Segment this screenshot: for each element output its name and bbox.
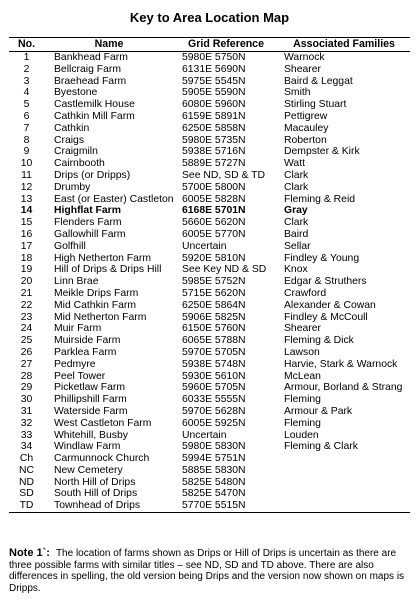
cell-name: New Cemetery: [54, 464, 123, 476]
cell-no: 28: [20, 370, 33, 382]
cell-associated-families: [278, 465, 410, 477]
cell-grid-reference: 5700E 5800N: [182, 181, 246, 193]
table-row: [9, 76, 410, 88]
table-row: [9, 359, 410, 371]
cell-name: Phillipshill Farm: [54, 394, 127, 406]
cell-associated-families: Crawford: [284, 287, 327, 299]
cell-no: 26: [20, 346, 33, 358]
table-row: [9, 382, 410, 394]
cell-associated-families: Baird & Leggat: [284, 75, 353, 87]
table-row: [9, 194, 410, 206]
cell-grid-reference: 6065E 5788N: [182, 335, 246, 347]
cell-name: Linn Brae: [54, 276, 99, 288]
cell-associated-families: [278, 500, 410, 512]
cell-grid-reference: 5980E 5750N: [182, 52, 246, 63]
table-row: [9, 430, 410, 442]
cell-name: Waterside Farm: [54, 405, 128, 417]
header-associated-families: Associated Families: [278, 38, 410, 52]
cell-name: Picketlaw Farm: [54, 382, 126, 394]
table-row: [9, 441, 410, 453]
cell-no: 4: [23, 87, 30, 99]
cell-associated-families: Fleming: [284, 394, 321, 406]
cell-no: 16: [20, 228, 33, 240]
header-name: Name: [44, 38, 174, 52]
cell-no: 22: [20, 299, 33, 311]
cell-name: Bellcraig Farm: [54, 63, 121, 75]
cell-associated-families: Fleming & Reid: [284, 193, 356, 205]
page-title: Key to Area Location Map: [129, 10, 290, 25]
cell-grid-reference: 6250E 5864N: [182, 299, 246, 311]
cell-associated-families: Roberton: [284, 134, 327, 146]
cell-grid-reference: 5938E 5716N: [182, 146, 246, 158]
cell-no: 32: [20, 417, 33, 429]
cell-no: 5: [23, 99, 30, 111]
cell-no: 17: [20, 240, 33, 252]
table-row: [9, 453, 410, 465]
cell-associated-families: Harvie, Stark & Warnock: [284, 358, 398, 370]
table-row: [9, 288, 410, 300]
cell-name: Cathkin: [54, 122, 90, 134]
cell-name: Craigs: [54, 134, 85, 146]
cell-associated-families: Baird: [284, 228, 309, 240]
cell-grid-reference: 5970E 5705N: [182, 346, 246, 358]
cell-no: 31: [20, 405, 33, 417]
table-row: [9, 241, 410, 253]
cell-grid-reference: 5660E 5620N: [182, 217, 246, 229]
table-row: [9, 64, 410, 76]
cell-associated-families: [278, 453, 410, 465]
cell-no: NC: [18, 464, 34, 476]
cell-grid-reference: Uncertain: [182, 429, 227, 441]
cell-grid-reference: 6005E 5770N: [182, 228, 246, 240]
cell-name: Hill of Drips & Drips Hill: [54, 264, 162, 276]
cell-name: Carmunnock Church: [54, 453, 150, 465]
table-row: [9, 217, 410, 229]
cell-name: Mid Netherton Farm: [54, 311, 147, 323]
table-row: [9, 135, 410, 147]
cell-no: 1: [23, 52, 30, 63]
cell-no: 3: [23, 75, 30, 87]
table-row: [9, 264, 410, 276]
cell-grid-reference: 5715E 5620N: [182, 287, 246, 299]
table-row: [9, 488, 410, 500]
location-table-wrapper: [9, 37, 410, 513]
cell-grid-reference: 5980E 5830N: [182, 441, 246, 453]
table-header-row: [9, 38, 410, 52]
footnote-text: The location of farms shown as Drips or Hill of Drips is uncertain as there are three possible farms with similar titles – see ND, SD and TD above. There are also differences in spelling, the old version being Drips and the version now shown on maps is Dripps.: [9, 548, 405, 594]
table-row: [9, 500, 410, 512]
cell-no: 12: [20, 181, 33, 193]
cell-no: 21: [20, 287, 33, 299]
cell-associated-families: [278, 488, 410, 500]
cell-no: 29: [20, 382, 33, 394]
cell-grid-reference: 6150E 5760N: [182, 323, 246, 335]
cell-no: TD: [9, 500, 44, 512]
cell-associated-families: Findley & Young: [284, 252, 360, 264]
cell-associated-families: Findley & McCoull: [284, 311, 368, 323]
cell-name: Flenders Farm: [54, 217, 122, 229]
table-row: [9, 146, 410, 158]
table-row: [9, 335, 410, 347]
cell-associated-families: Stirling Stuart: [284, 99, 347, 111]
cell-associated-families: Alexander & Cowan: [284, 299, 376, 311]
cell-associated-families: Clark: [284, 181, 309, 193]
cell-associated-families: Fleming & Dick: [284, 335, 354, 347]
cell-grid-reference: 5994E 5751N: [182, 453, 246, 465]
table-row: [9, 394, 410, 406]
cell-grid-reference: 6131E 5690N: [182, 63, 246, 75]
cell-no: 25: [20, 335, 33, 347]
header-grid-reference: Grid Reference: [174, 38, 278, 52]
cell-name: Golfhill: [54, 240, 86, 252]
location-table: [9, 37, 410, 513]
cell-associated-families: Fleming & Clark: [284, 441, 358, 453]
cell-name: West Castleton Farm: [54, 417, 152, 429]
cell-name: Windlaw Farm: [54, 441, 121, 453]
cell-name: Whitehill, Busby: [54, 429, 128, 441]
cell-associated-families: Warnock: [284, 52, 325, 63]
cell-associated-families: Macauley: [284, 122, 329, 134]
cell-associated-families: McLean: [284, 370, 321, 382]
cell-associated-families: Clark: [284, 217, 309, 229]
footnote: [9, 548, 411, 594]
cell-grid-reference: 5825E 5470N: [182, 488, 246, 500]
table-row: [9, 323, 410, 335]
header-no: No.: [9, 38, 44, 52]
cell-name: Peel Tower: [54, 370, 106, 382]
cell-name: Bankhead Farm: [54, 52, 128, 63]
cell-name: North Hill of Drips: [54, 476, 136, 488]
cell-grid-reference: 5885E 5830N: [182, 464, 246, 476]
cell-name: Mid Cathkin Farm: [54, 299, 136, 311]
cell-no: 30: [20, 394, 33, 406]
cell-grid-reference: 5825E 5480N: [182, 476, 246, 488]
cell-grid-reference: 5938E 5748N: [182, 358, 246, 370]
cell-no: 15: [20, 217, 33, 229]
table-row: [9, 347, 410, 359]
table-row: [9, 205, 410, 217]
table-row: [9, 418, 410, 430]
cell-no: 2: [23, 63, 30, 75]
cell-grid-reference: 5889E 5727N: [182, 158, 246, 170]
cell-grid-reference: See ND, SD & TD: [182, 169, 265, 181]
cell-name: Byestone: [54, 87, 98, 99]
cell-grid-reference: 6168E 5701N: [182, 205, 246, 217]
cell-associated-families: Pettigrew: [284, 110, 328, 122]
cell-grid-reference: See Key ND & SD: [182, 264, 267, 276]
cell-no: 10: [20, 158, 33, 170]
cell-associated-families: Dempster & Kirk: [284, 146, 360, 158]
cell-no: 23: [20, 311, 33, 323]
cell-associated-families: Sellar: [284, 240, 311, 252]
cell-no: 8: [23, 134, 30, 146]
cell-no: 11: [21, 169, 32, 181]
cell-grid-reference: 5906E 5825N: [182, 311, 246, 323]
cell-associated-families: Clark: [284, 169, 309, 181]
cell-no: 24: [20, 323, 33, 335]
cell-grid-reference: 5975E 5545N: [182, 75, 246, 87]
cell-associated-families: Edgar & Struthers: [284, 276, 367, 288]
cell-grid-reference: 6033E 5555N: [182, 394, 246, 406]
cell-name: Cairnbooth: [54, 158, 105, 170]
cell-name: Muir Farm: [54, 323, 102, 335]
cell-no: SD: [19, 488, 34, 500]
cell-no: 27: [20, 358, 33, 370]
cell-no: 9: [23, 146, 30, 158]
table-row: [9, 123, 410, 135]
cell-name: Craigmiln: [54, 146, 98, 158]
cell-name: Drumby: [54, 181, 91, 193]
cell-associated-families: Gray: [284, 205, 308, 217]
cell-associated-families: Lawson: [284, 346, 320, 358]
cell-no: Ch: [19, 453, 34, 465]
cell-name: South Hill of Drips: [54, 488, 138, 500]
table-row: [9, 52, 410, 64]
cell-name: Meikle Drips Farm: [54, 287, 139, 299]
cell-associated-families: Armour & Park: [284, 405, 353, 417]
cell-grid-reference: 5960E 5705N: [182, 382, 246, 394]
cell-no: 7: [23, 122, 30, 134]
cell-no: 33: [20, 429, 33, 441]
cell-no: 18: [20, 252, 33, 264]
cell-grid-reference: 6250E 5858N: [182, 122, 246, 134]
cell-grid-reference: 5920E 5810N: [182, 252, 246, 264]
table-row: [9, 229, 410, 241]
cell-name: Pedmyre: [54, 358, 96, 370]
table-row: [9, 406, 410, 418]
cell-name: Drips (or Dripps): [54, 169, 131, 181]
cell-name: Townhead of Drips: [44, 500, 174, 512]
cell-grid-reference: 6159E 5891N: [182, 110, 246, 122]
table-row: [9, 371, 410, 383]
cell-name: Cathkin Mill Farm: [54, 110, 135, 122]
cell-name: High Netherton Farm: [54, 252, 152, 264]
table-body: [9, 52, 410, 513]
footnote-label: Note 1`:: [9, 547, 50, 559]
table-row: [9, 170, 410, 182]
table-row: [9, 111, 410, 123]
cell-no: 19: [20, 264, 33, 276]
cell-grid-reference: Uncertain: [182, 240, 227, 252]
table-row: [9, 253, 410, 265]
cell-associated-families: Shearer: [284, 323, 321, 335]
table-row: [9, 182, 410, 194]
table-row: [9, 276, 410, 288]
cell-no: 20: [20, 276, 33, 288]
cell-grid-reference: 5970E 5628N: [182, 405, 246, 417]
cell-associated-families: Watt: [284, 158, 305, 170]
cell-name: Gallowhill Farm: [54, 228, 126, 240]
cell-associated-families: Louden: [284, 429, 319, 441]
cell-no: ND: [18, 476, 34, 488]
cell-name: Muirside Farm: [54, 335, 121, 347]
cell-associated-families: Fleming: [284, 417, 321, 429]
cell-associated-families: Shearer: [284, 63, 321, 75]
cell-no: 14: [20, 205, 33, 217]
cell-grid-reference: 6080E 5960N: [182, 99, 246, 111]
cell-grid-reference: 6005E 5828N: [182, 193, 246, 205]
cell-associated-families: Smith: [284, 87, 311, 99]
table-row: [9, 312, 410, 324]
cell-name: Parklea Farm: [54, 346, 117, 358]
cell-no: 6: [23, 110, 30, 122]
cell-associated-families: Armour, Borland & Strang: [284, 382, 403, 394]
cell-grid-reference: 5930E 5610N: [182, 370, 246, 382]
cell-no: 34: [20, 441, 33, 453]
cell-grid-reference: 5980E 5735N: [182, 134, 246, 146]
cell-name: East (or Easter) Castleton: [54, 193, 174, 205]
table-row: [9, 477, 410, 489]
table-row: [9, 158, 410, 170]
table-row: [9, 99, 410, 111]
cell-no: 13: [20, 193, 33, 205]
cell-grid-reference: 5905E 5590N: [182, 87, 246, 99]
cell-associated-families: [278, 477, 410, 489]
cell-associated-families: Knox: [284, 264, 308, 276]
cell-grid-reference: 6005E 5925N: [182, 417, 246, 429]
table-row: [9, 87, 410, 99]
cell-grid-reference: 5770E 5515N: [174, 500, 278, 512]
table-row: [9, 300, 410, 312]
cell-name: Braehead Farm: [54, 75, 127, 87]
table-row: [9, 465, 410, 477]
cell-name: Castlemilk House: [54, 99, 135, 111]
cell-name: Highflat Farm: [54, 205, 121, 217]
cell-grid-reference: 5985E 5752N: [182, 276, 246, 288]
